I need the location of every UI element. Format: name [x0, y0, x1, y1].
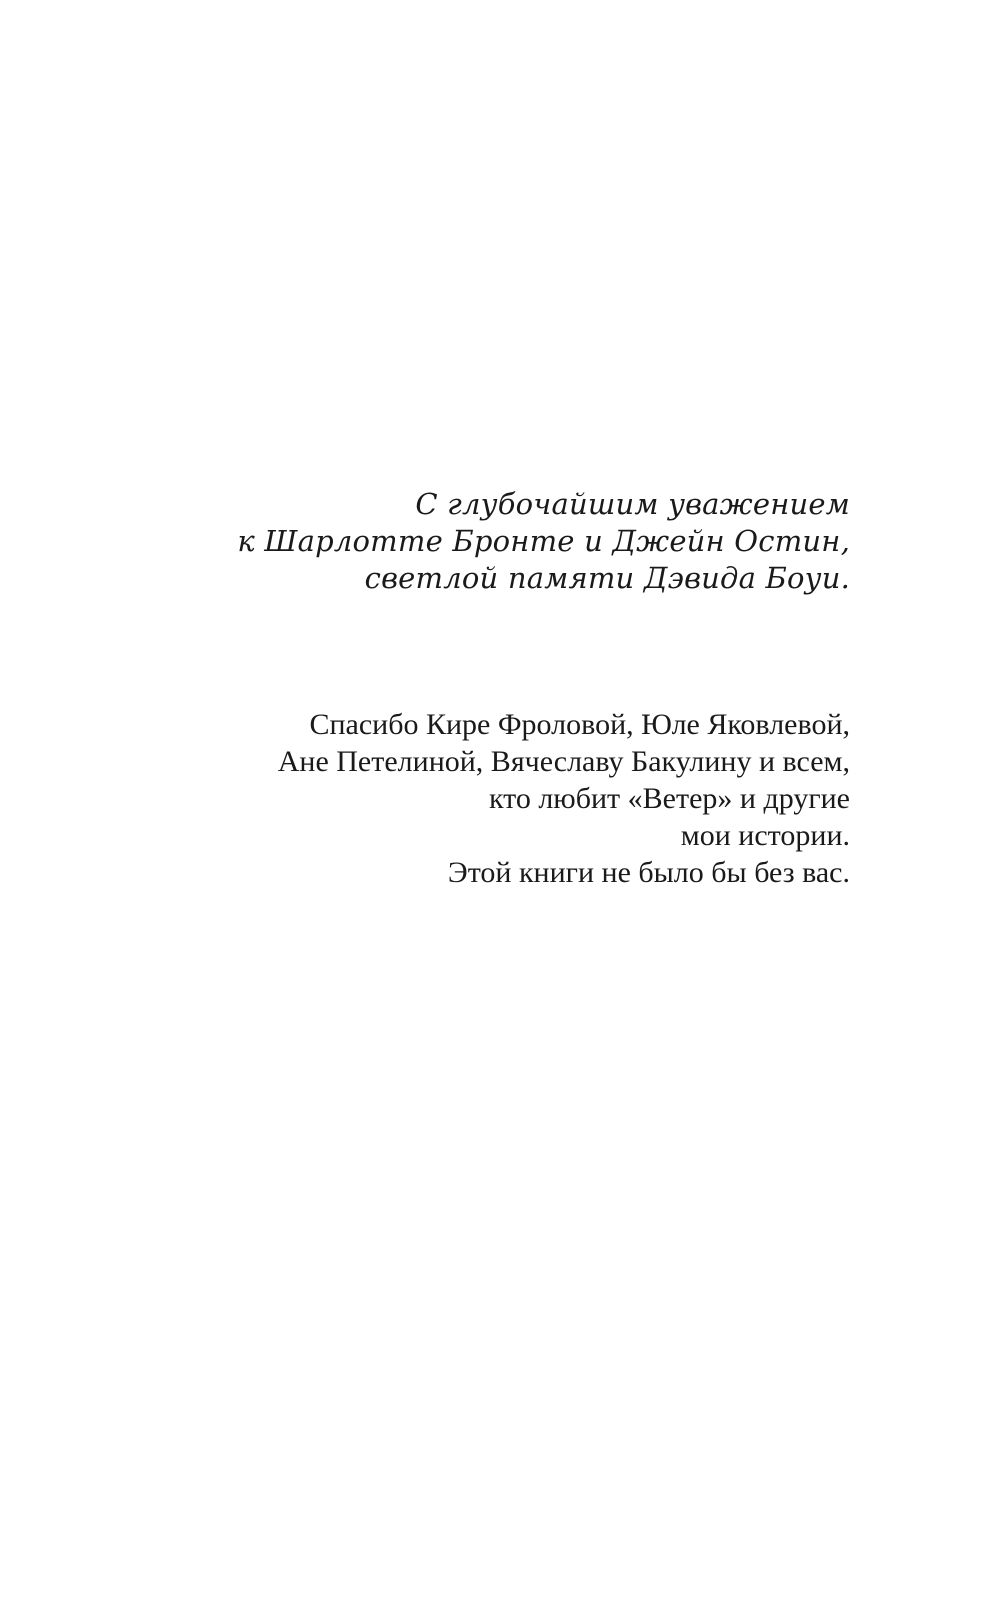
acknowledgements — [150, 706, 850, 891]
dedication-line-2: к Шарлотте Бронте и Джейн Остин, — [237, 524, 850, 558]
dedication — [150, 486, 850, 597]
dedication-line-3: светлой памяти Дэвида Боуи. — [364, 561, 850, 595]
dedication-line-1: С глубочайшим уважением — [415, 487, 850, 521]
acknowledgements-line-4: мои истории. — [680, 819, 850, 852]
acknowledgements-line-1: Спасибо Кире Фроловой, Юле Яковлевой, — [309, 708, 850, 741]
acknowledgements-line-5: Этой книги не было бы без вас. — [447, 856, 850, 889]
acknowledgements-line-2: Ане Петелиной, Вячеславу Бакулину и всем, — [277, 745, 850, 778]
acknowledgements-line-3: кто любит «Ветер» и другие — [488, 782, 850, 815]
